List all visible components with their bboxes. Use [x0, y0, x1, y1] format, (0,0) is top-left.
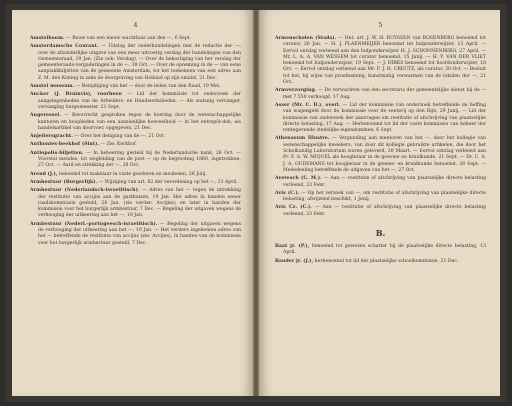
entry-text: — Over het demping van de —, 21 Oct.: [74, 134, 166, 140]
entry-headword: Amsterdamsche Courant.: [30, 44, 99, 50]
page-number: 4: [133, 22, 138, 29]
entry-text: — Bouw van een nieuw wachthuis aan den —, 6 Sept.: [66, 36, 192, 41]
entry-headword: Armverzorging.: [275, 88, 317, 94]
index-entry: [275, 259, 486, 265]
entry-headword: Armbestuur (Burgerlijk).: [30, 179, 98, 185]
entry-headword: Arend (J.),: [30, 171, 58, 177]
entry-headword: Anjeliersgracht.: [30, 134, 73, 140]
entry-text: benoemd tot gewezen schatter bij de plaatselijke directe belasting, 13 April.: [283, 244, 486, 256]
entry-text: — Wijziging van art. 82 der verordening op het —, 13 April.: [98, 179, 238, 185]
entry-text: — Aan — restitutie of afschrijving van plaatselijke directe belasting verleend, 23 Febr.: [283, 205, 486, 217]
entry-text: benoemd tot makelaar in vaste goederen en meubelen, 26 Julij.: [59, 171, 207, 177]
entry-text: — Lid der kommissie van onderzoek betreffende de heffing van wagengeld door de kommissie voor de venterij op den Rijn, 29 Junij. — Lid der kommissie van onderzoek der aanvragen om restitutie of afschrijving van plaatselijke directe belasting, 17 Aug. — Herbenoemd tot lid der vaste kommissie van beheer der rentegevende stedelijke eigendommen, 6 Sept.: [283, 102, 486, 134]
index-entry: [275, 103, 486, 134]
index-entry: [30, 113, 241, 132]
index-entry: [30, 134, 241, 140]
entry-list: [30, 36, 241, 247]
entry-text: — Lid der kommissie tot onderzoek der aangelegenheden van de Arbeiders- en Handwerkslieden. — Als zodanig vervanger, vervanging burgemeester, 21 Sept.: [38, 92, 241, 110]
open-book: [6, 4, 506, 402]
entry-headword: Ancker (J. Bruinvis), voorheen: [30, 92, 122, 98]
section-letter: B.: [375, 228, 386, 239]
index-entry: [275, 136, 486, 174]
index-entry: [30, 84, 241, 90]
index-entry: [30, 188, 241, 219]
entry-headword: Averesch (C. M.).: [275, 176, 322, 182]
index-entry: [30, 151, 241, 170]
entry-list-b: [275, 244, 486, 265]
entry-text: — Vergunding aan mentoren van het —, door het kollegie van wetenschappelijke kweekers, van door dit kollegie gebruikte artikelen, die door het Scholkundig Laboratorium waren geleverd, 30 Maart. — Eervol ontslag verleend aan Pr. F. A. W. MIQUEL als hoogleraar in de gewone en kruidkunde, 21 Sept. — Dr. C. A. J. A. OUDEMANS tot hoogleraar in de genees- en kruidkunde benoemd, 28 Sept. — Mededeeling betreffende de uitgaven van het —, 27 Oct.: [283, 136, 486, 173]
entry-text: — De verwachten van den secretaris der gemeentelijke dienst bij de — met 7 550 verhoogd, 17 Aug.: [283, 88, 486, 100]
entry-text: — Regeling der uitgaven wegens de verhooging der uitkeering aan het —, 19 Jan. — Het verdere ingekomen adres van het — betreffende de restitutie van accijns (zie: Accijns), in handen van de kommissie voor het burgerlijk armbestuur gesteld, 7 Dec.: [38, 221, 241, 246]
entry-text: — Het. art. J. W. H. RUYSSEN van ROSENBERG benoemd tot curator, 26 Jan. — H. J. PLAENMEIJER benoemd tot hulponderwijzer, 13 April. — Eervol ontslag verleend aan den hulponderwijzer H. J. SCHONNENBERG, 27 April. — Mr. L. A. A. VAN WESSEM tot curator benoemd, 15 Junij. — H. Y. VAN DER VLIET benoemd tot hulponderwijzer, 19 Sept. — J. DIRKS benoemd tot hoofdonderwijzer, 18 Oct. — Eervol ontslag verleend aan Mr. F. J. H. CREUTZ, als curator, 30 Oct. — Besluit tot het, bij wijze van proefneming, kunstmatig verwarmen van de lokalen der —, 21 Oct.: [283, 36, 486, 86]
index-entry: [30, 180, 241, 186]
entry-text: — Adres van het — tegen de intrekking der restitutie van accijns aan de gasthuizen, 19 Jan. Het adres in handen eener raadskommissie gesteld, 26 Jan. (zie verder: Accijns); en later in handen der kommissie voor het burgerlijk armbestuur, 7 Dec. — Regeling der uitgaven wegens de verhooging der uitkeering aan het —, 19 Jan.: [38, 188, 241, 219]
right-page: [259, 10, 500, 396]
entry-headword: Baat jr. (P.),: [275, 244, 310, 250]
entry-headword: Avis (C.).: [275, 190, 300, 196]
index-entry: [30, 44, 241, 82]
entry-text: — Benijdiging van het — door de leden van den Raad, 19 Mei.: [75, 84, 221, 90]
entry-headword: Avis Cz. (C.).: [275, 205, 312, 211]
entry-headword: Armbestuur (Nederlandsch-israelitisch).: [30, 188, 140, 194]
entry-headword: Asser (Mr. C. D.), overl.: [275, 102, 341, 108]
index-entry: [275, 176, 486, 189]
index-entry: [30, 92, 241, 111]
entry-text: herbenoemd tot lid der plaatselijke schoolkommissie, 21 Dec.: [314, 258, 459, 264]
index-entry: [275, 36, 486, 86]
entry-headword: Amstelboom.: [30, 36, 65, 41]
index-entry: [275, 191, 486, 204]
index-entry: [30, 36, 241, 42]
entry-headword: Athenaeum Illustre.: [275, 136, 330, 142]
entry-text: — Uitslag der onderhandelingen met de redactie der —, over de afzonderlijke uitgave van een meer uitvoerig verslag der handelingen van den Gemeenteraad, 19 Jan. (Zie ook: Verslag). — Over de bekostiging van het verslag der gemeenteraads-vergaderingen in de —, 28 Oct. — Over de opneming in de — van eene aanplakkbiljetten van de gemeente Amsterdam, tot het toekennen van een adres aan Z. M. den Koning in zake de doorgraving van Holland op zijn smalst, 21 Dec.: [38, 44, 241, 81]
entry-text: — Zie: Kerkhof.: [100, 142, 137, 148]
index-entry: [30, 142, 241, 148]
entry-headword: Bauder jr. (J.),: [275, 258, 314, 264]
index-entry: [30, 172, 241, 178]
index-entry: [275, 244, 486, 257]
entry-text: — Bevorrecht gesproken tegen de koering door de wetenschappelijke kantoren en kooplieden van een aanzienlijke hoeveelheid — in het entrepôt-dok, als handelsartikel van doorvoer, opgegeven, 21 Dec.: [38, 113, 241, 131]
entry-text: — In beheering gesteld bij de Nederlandsche bank, 26 Oct. — Voorstel mendes, tot wegleiding van de post — op de begrooting 1860, ingetrokken, 27 Oct. — Aard en strekking der —, 28 Oct.: [38, 150, 241, 169]
entry-headword: Angeressel.: [30, 113, 61, 119]
left-page: [12, 10, 253, 396]
entry-headword: Amstel museum.: [30, 84, 75, 90]
page-number: 5: [378, 22, 383, 29]
entry-headword: Anthonies-beekhof (Sint).: [30, 142, 100, 148]
index-entry: [275, 88, 486, 101]
entry-text: — Op het verzoek van —, om restitutie of afschrijving van plaatselijke directe belasting, afwijzend beschikt, 1 Junij.: [283, 190, 486, 203]
entry-headword: Antiopolis-biljetten.: [30, 150, 84, 156]
entry-text: — Aan — restitutie of afschrijving van plaatselijke directe belasting verleend, 23 Febr.: [283, 176, 487, 188]
entry-list: [275, 36, 486, 218]
index-entry: [275, 205, 486, 218]
index-entry: [30, 222, 241, 247]
entry-headword: Armbestuur (Nederl.-portugeesch-israelitisch).: [30, 221, 158, 227]
entry-headword: Armenscholen (Stads).: [275, 36, 337, 41]
